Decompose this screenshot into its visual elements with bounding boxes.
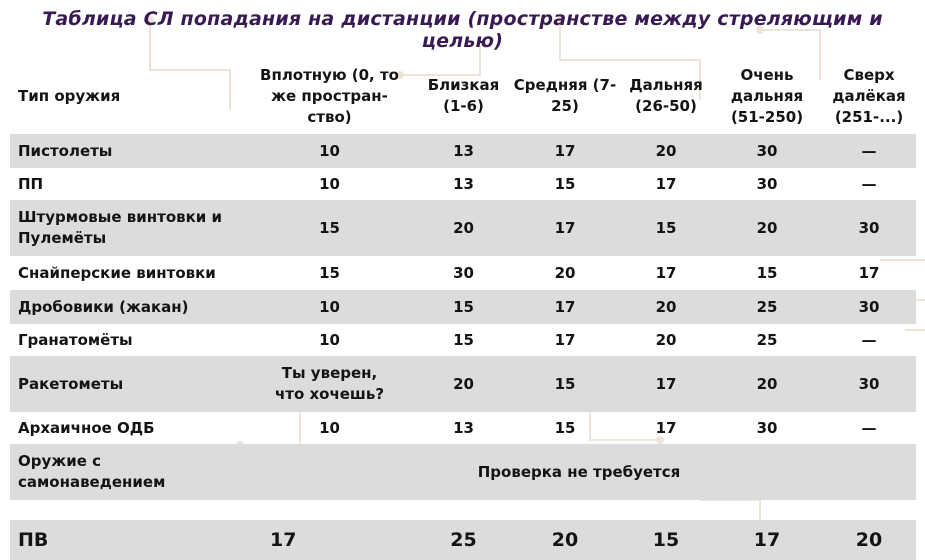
value-cell: 15 bbox=[756, 263, 778, 282]
table-row bbox=[10, 200, 916, 256]
pv-value: 20 bbox=[510, 520, 620, 560]
value-cell: 17 bbox=[858, 263, 880, 282]
value-cell: 30 bbox=[712, 134, 822, 168]
value-cell: 15 bbox=[620, 200, 712, 256]
weapon-name: Ракетометы bbox=[10, 356, 242, 412]
table-row bbox=[10, 290, 916, 324]
value-cell: 17 bbox=[620, 356, 712, 412]
value-cell: 20 bbox=[712, 200, 822, 256]
value-cell: 10 bbox=[242, 134, 417, 168]
table-row bbox=[10, 256, 916, 290]
pv-value: 25 bbox=[417, 520, 510, 560]
no-check-required-note: Проверка не требуется bbox=[242, 444, 916, 500]
hit-difficulty-table bbox=[10, 58, 916, 500]
value-cell: 17 bbox=[510, 134, 620, 168]
header-row bbox=[10, 58, 916, 134]
value-cell: 20 bbox=[655, 330, 677, 349]
page-title: Таблица СЛ попадания на дистанции (пространстве между стреляющим и целью) bbox=[42, 8, 883, 52]
header-very-long: Очень дальняя (51-250) bbox=[730, 65, 804, 126]
pv-value: 17 bbox=[242, 520, 417, 560]
weapon-name: Дробовики (жакан) bbox=[10, 290, 242, 324]
weapon-name: Штурмовые винтовки и Пулемёты bbox=[10, 200, 242, 256]
value-cell: 10 bbox=[242, 290, 417, 324]
value-cell: 17 bbox=[655, 174, 677, 193]
value-cell: 10 bbox=[319, 330, 340, 349]
value-cell: 13 bbox=[453, 174, 474, 193]
value-cell: — bbox=[861, 418, 877, 437]
value-cell: 10 bbox=[319, 174, 340, 193]
value-cell: 20 bbox=[417, 356, 510, 412]
value-cell: 17 bbox=[655, 418, 677, 437]
header-weapon-type: Тип оружия bbox=[18, 86, 121, 105]
weapon-name: Пистолеты bbox=[10, 134, 242, 168]
value-cell: 10 bbox=[319, 418, 340, 437]
value-cell: 30 bbox=[822, 290, 916, 324]
weapon-name: Гранатомёты bbox=[18, 330, 133, 349]
table-row bbox=[10, 356, 916, 412]
value-cell: — bbox=[861, 174, 877, 193]
value-cell: 13 bbox=[453, 418, 474, 437]
pv-value: 20 bbox=[822, 520, 916, 560]
value-cell: 15 bbox=[554, 174, 576, 193]
value-cell: 20 bbox=[620, 134, 712, 168]
value-cell: 30 bbox=[756, 418, 778, 437]
weapon-name: Архаичное ОДБ bbox=[18, 418, 155, 437]
value-cell: 30 bbox=[822, 356, 916, 412]
value-cell: 15 bbox=[453, 330, 474, 349]
weapon-name: Снайперские винтовки bbox=[18, 263, 216, 282]
pv-label: ПВ bbox=[10, 520, 242, 560]
pv-value: 15 bbox=[620, 520, 712, 560]
weapon-name: ПП bbox=[18, 174, 44, 193]
pv-row bbox=[10, 520, 916, 560]
header-extreme: Сверх далёкая (251-...) bbox=[832, 65, 906, 126]
value-cell: 15 bbox=[510, 356, 620, 412]
value-cell: 15 bbox=[319, 263, 340, 282]
value-cell: 15 bbox=[554, 418, 576, 437]
table-row bbox=[10, 324, 916, 356]
value-cell: 30 bbox=[822, 200, 916, 256]
header-point-blank: Вплотную (0, то же простран-ство) bbox=[260, 65, 399, 126]
value-cell: 17 bbox=[510, 290, 620, 324]
value-cell: 30 bbox=[756, 174, 778, 193]
weapon-name: Оружие с самонаведением bbox=[10, 444, 242, 500]
table-row bbox=[10, 134, 916, 168]
header-close: Близкая (1-6) bbox=[427, 76, 500, 115]
value-cell: 17 bbox=[510, 200, 620, 256]
table-row bbox=[10, 412, 916, 444]
value-cell: 17 bbox=[655, 263, 677, 282]
value-cell: 13 bbox=[417, 134, 510, 168]
value-cell: 20 bbox=[620, 290, 712, 324]
value-cell: 30 bbox=[453, 263, 474, 282]
value-cell: — bbox=[861, 330, 877, 349]
value-cell: 20 bbox=[712, 356, 822, 412]
value-cell: Ты уверен, что хочешь? bbox=[242, 356, 417, 412]
table-row bbox=[10, 444, 916, 500]
value-cell: — bbox=[822, 134, 916, 168]
value-cell: 20 bbox=[554, 263, 576, 282]
table-row bbox=[10, 168, 916, 200]
pv-value: 17 bbox=[712, 520, 822, 560]
header-medium: Средняя (7-25) bbox=[513, 76, 617, 115]
value-cell: 15 bbox=[417, 290, 510, 324]
value-cell: 25 bbox=[756, 330, 778, 349]
value-cell: 25 bbox=[712, 290, 822, 324]
value-cell: 20 bbox=[417, 200, 510, 256]
value-cell: 15 bbox=[242, 200, 417, 256]
value-cell: 17 bbox=[554, 330, 576, 349]
header-long: Дальняя (26-50) bbox=[629, 76, 703, 115]
